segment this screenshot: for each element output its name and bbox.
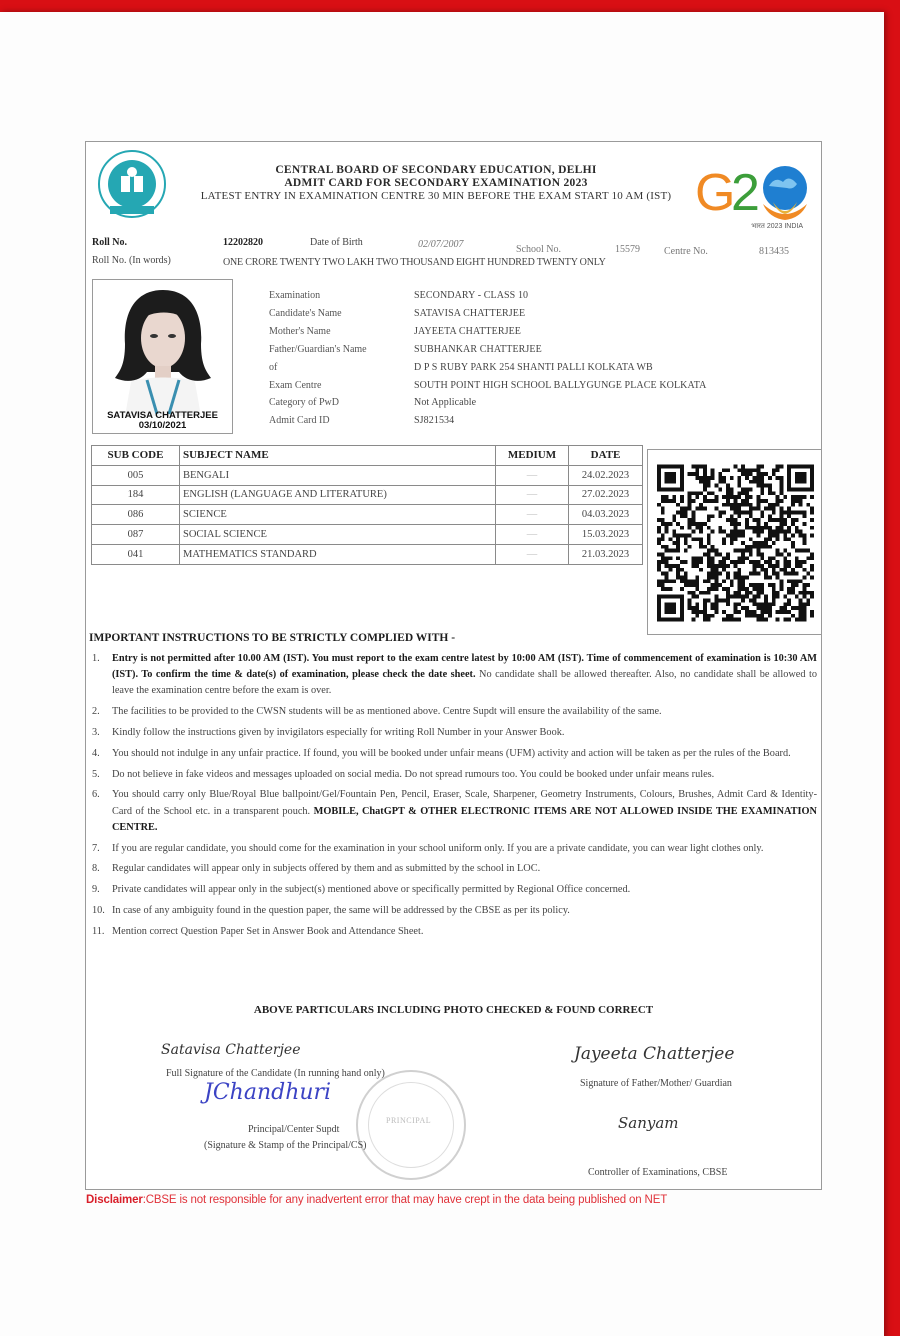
subject-name: BENGALI <box>180 465 496 485</box>
instruction-body <box>112 746 823 762</box>
instruction-text: In case of any ambiguity found in the question paper, the same will be addressed by the CBSE as per its policy. <box>112 904 570 916</box>
exam-date: 27.02.2023 <box>569 485 643 505</box>
sub-code: 041 <box>92 544 180 564</box>
table-header-row <box>92 446 643 466</box>
photo-date: 03/10/2021 <box>138 420 187 431</box>
guardian-signature-label: Signature of Father/Mother/ Guardian <box>580 1078 732 1089</box>
candidate-photo <box>92 279 233 434</box>
detail-label: Candidate's Name <box>269 307 342 319</box>
instruction-body <box>112 924 823 940</box>
roll-words-label: Roll No. (In words) <box>92 255 171 266</box>
instruction-number: 3. <box>92 727 100 738</box>
entry-notice: LATEST ENTRY IN EXAMINATION CENTRE 30 MIN BEFORE THE EXAM START 10 AM (IST) <box>200 190 672 202</box>
instruction-body <box>112 704 823 720</box>
candidate-signature: Satavisa Chatterjee <box>161 1042 301 1058</box>
instruction-body <box>112 767 823 783</box>
g20-caption: भारत 2023 INDIA <box>751 223 803 230</box>
detail-label: Mother's Name <box>269 325 331 337</box>
qr-code-icon <box>657 460 814 626</box>
admit-card-title: ADMIT CARD FOR SECONDARY EXAMINATION 2023 <box>284 177 588 189</box>
detail-label: Father/Guardian's Name <box>269 343 367 355</box>
stamp-text: PRINCIPAL <box>386 1116 432 1125</box>
instruction-item <box>90 882 823 898</box>
instruction-text: Kindly follow the instructions given by invigilators especially for writing Roll Number in your Answer Book. <box>112 727 565 738</box>
instruction-number: 9. <box>92 884 100 896</box>
detail-label: of <box>269 361 278 373</box>
school-no-label: School No. <box>516 244 561 255</box>
sub-code: 005 <box>92 465 180 485</box>
instruction-number: 10. <box>92 904 105 916</box>
detail-value: JAYEETA CHATTERJEE <box>414 325 522 337</box>
instructions-heading: IMPORTANT INSTRUCTIONS TO BE STRICTLY COMPLIED WITH - <box>89 632 456 644</box>
instruction-body <box>112 882 823 898</box>
instruction-item <box>90 861 823 877</box>
instruction-bold: MOBILE, ChatGPT & OTHER ELECTRONIC ITEMS ARE NOT ALLOWED INSIDE THE EXAMINATION CENTRE. <box>112 805 817 833</box>
exam-date: 15.03.2023 <box>569 525 643 545</box>
subject-name: SOCIAL SCIENCE <box>180 525 496 545</box>
medium: — <box>496 465 569 485</box>
roll-no-value: 12202820 <box>223 237 263 248</box>
svg-text:G: G <box>695 164 736 222</box>
detail-row <box>269 394 706 412</box>
instruction-text: If you are regular candidate, you should come for the examination in your school uniform only. If you are a private candidate, you can wear light clothes only. <box>112 842 764 854</box>
table-row <box>92 485 643 505</box>
school-no-value: 15579 <box>615 244 640 255</box>
subject-name: SCIENCE <box>180 505 496 525</box>
instruction-body <box>112 651 823 700</box>
detail-value: SOUTH POINT HIGH SCHOOL BALLYGUNGE PLACE KOLKATA <box>414 379 707 391</box>
controller-signature: Sanyam <box>618 1114 679 1132</box>
instruction-body <box>112 903 823 919</box>
detail-value: SUBHANKAR CHATTERJEE <box>414 343 542 355</box>
detail-label: Examination <box>269 290 321 301</box>
subject-name: ENGLISH (LANGUAGE AND LITERATURE) <box>180 485 496 505</box>
table-row <box>92 544 643 564</box>
instruction-text: You should carry only Blue/Royal Blue ballpoint/Gel/Fountain Pen, Pencil, Eraser, Scale, Sharpener, Geometry Instruments, Colours, Brushes, Admit Card & Identity-Card of the School etc. in a transparent pouch. <box>112 789 817 817</box>
controller-label: Controller of Examinations, CBSE <box>588 1167 728 1178</box>
instruction-text: Do not believe in fake videos and messages uploaded on social media. Do not spread rumours too. You could be booked under unfair means rules. <box>112 768 715 780</box>
instructions-list <box>90 651 823 945</box>
detail-value: SJ821534 <box>414 415 455 427</box>
table-row <box>92 525 643 545</box>
instruction-number: 11. <box>92 925 105 937</box>
roll-no-label: Roll No. <box>92 237 127 248</box>
instruction-item <box>90 767 823 783</box>
detail-label: Exam Centre <box>269 379 322 391</box>
col-medium: MEDIUM <box>496 446 569 466</box>
candidate-portrait-icon <box>111 286 215 416</box>
detail-value: SECONDARY - CLASS 10 <box>414 290 529 301</box>
instruction-text: Private candidates will appear only in the subject(s) mentioned above or specifically permitted by Regional Office concerned. <box>112 884 631 896</box>
medium: — <box>496 525 569 545</box>
instruction-body <box>112 841 823 857</box>
admit-card <box>85 141 822 1190</box>
instruction-body <box>112 787 823 836</box>
disclaimer <box>86 1194 667 1206</box>
instruction-number: 7. <box>92 842 100 854</box>
instruction-item <box>90 651 823 700</box>
subject-name: MATHEMATICS STANDARD <box>180 544 496 564</box>
instruction-text: The facilities to be provided to the CWSN students will be as mentioned above. Centre Supdt will ensure the availability of the same. <box>112 706 662 718</box>
detail-row <box>269 341 706 359</box>
candidate-details <box>269 287 706 430</box>
instruction-text: Mention correct Question Paper Set in Answer Book and Attendance Sheet. <box>112 925 424 937</box>
centre-no-label: Centre No. <box>664 246 708 257</box>
candidate-signature-label: Full Signature of the Candidate (In running hand only) <box>166 1068 385 1079</box>
exam-date: 21.03.2023 <box>569 544 643 564</box>
detail-row <box>269 359 706 377</box>
table-row <box>92 505 643 525</box>
instruction-bold: Entry is not permitted after 10.00 AM (IST). You must report to the exam centre latest by 10:00 AM (IST). Time of commencement of examination is 10:30 AM (IST). To confirm the time & date(s) of examination, please check the date sheet. <box>112 653 817 681</box>
exam-date: 24.02.2023 <box>569 465 643 485</box>
detail-label: Admit Card ID <box>269 415 330 427</box>
instruction-number: 1. <box>92 653 100 664</box>
medium: — <box>496 544 569 564</box>
instruction-item <box>90 746 823 762</box>
board-name: CENTRAL BOARD OF SECONDARY EDUCATION, DELHI <box>275 164 597 176</box>
sub-code: 184 <box>92 485 180 505</box>
instruction-text: No candidate shall be allowed thereafter. Also, no candidate shall be allowed to leave the examination centre before the exam is over. <box>112 669 817 697</box>
medium: — <box>496 485 569 505</box>
detail-row <box>269 305 706 323</box>
instruction-number: 6. <box>92 789 100 801</box>
instruction-text: Regular candidates will appear only in subjects offered by them and as submitted by the school in LOC. <box>112 863 541 875</box>
table-row <box>92 465 643 485</box>
centre-no-value: 813435 <box>759 246 789 257</box>
svg-text:2: 2 <box>731 164 760 222</box>
exam-date: 04.03.2023 <box>569 505 643 525</box>
dob-value: 02/07/2007 <box>418 239 464 250</box>
principal-label: Principal/Center Supdt <box>248 1124 340 1135</box>
instruction-number: 8. <box>92 863 100 875</box>
disclaimer-text: :CBSE is not responsible for any inadvertent error that may have crept in the data being published on NET <box>142 1194 668 1206</box>
roll-words-value: ONE CRORE TWENTY TWO LAKH TWO THOUSAND EIGHT HUNDRED TWENTY ONLY <box>223 257 606 268</box>
instruction-text: You should not indulge in any unfair practice. If found, you will be booked under unfair means (UFM) activity and action will be taken as per the rules of the Board. <box>112 747 791 759</box>
detail-row <box>269 287 706 305</box>
detail-row <box>269 377 706 395</box>
detail-row <box>269 323 706 341</box>
photo-name: SATAVISA CHATTERJEE <box>107 410 218 421</box>
cbse-logo-icon <box>94 148 170 224</box>
instruction-item <box>90 787 823 836</box>
instruction-body <box>112 861 823 877</box>
subjects-table <box>91 445 643 565</box>
verification-statement: ABOVE PARTICULARS INCLUDING PHOTO CHECKED & FOUND CORRECT <box>253 1004 654 1016</box>
col-sub-code: SUB CODE <box>92 446 180 466</box>
medium: — <box>496 505 569 525</box>
instruction-number: 4. <box>92 747 100 759</box>
detail-label: Category of PwD <box>269 397 339 409</box>
principal-signature: JChandhuri <box>204 1080 332 1105</box>
instruction-number: 2. <box>92 706 100 718</box>
detail-value: D P S RUBY PARK 254 SHANTI PALLI KOLKATA WB <box>414 361 653 373</box>
col-date: DATE <box>569 446 643 466</box>
detail-row <box>269 412 706 430</box>
header-title <box>166 164 706 203</box>
sub-code: 086 <box>92 505 180 525</box>
instruction-item <box>90 903 823 919</box>
instruction-item <box>90 725 823 741</box>
principal-stamp <box>356 1070 466 1180</box>
photo-caption <box>93 411 232 431</box>
dob-label: Date of Birth <box>310 237 363 248</box>
instruction-item <box>90 924 823 940</box>
instruction-number: 5. <box>92 768 100 780</box>
col-subject-name: SUBJECT NAME <box>180 446 496 466</box>
instruction-item <box>90 841 823 857</box>
disclaimer-label: Disclaimer <box>86 1194 143 1206</box>
sub-code: 087 <box>92 525 180 545</box>
guardian-signature: Jayeeta Chatterjee <box>574 1044 735 1064</box>
detail-value: SATAVISA CHATTERJEE <box>414 307 526 319</box>
qr-code <box>647 449 822 635</box>
instruction-body <box>112 725 823 741</box>
instruction-item <box>90 704 823 720</box>
detail-value: Not Applicable <box>414 397 477 409</box>
principal-stamp-label: (Signature & Stamp of the Principal/CS) <box>204 1140 367 1151</box>
